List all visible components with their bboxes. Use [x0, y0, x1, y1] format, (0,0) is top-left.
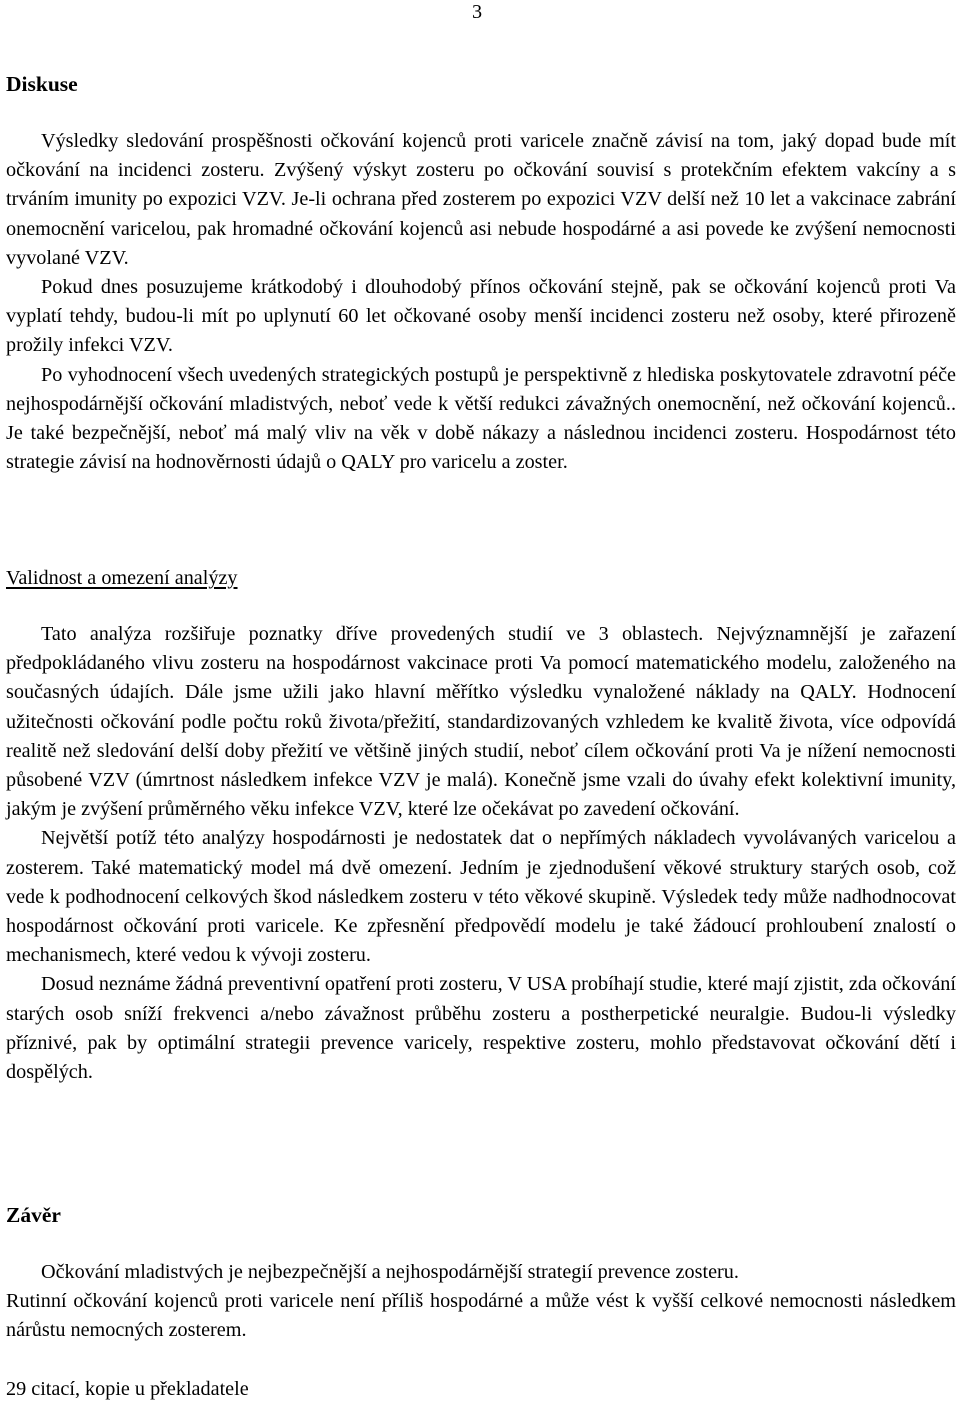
paragraph: Tato analýza rozšiřuje poznatky dříve provedených studií ve 3 oblastech. Nejvýznamnější je zařazení předpokládaného vlivu zosteru na hospodárnost vakcinace proti Va pomocí matematického modelu, založeného na současných údajích. Dále jsme užili jako hlavní měřítko výsledku vynaložené náklady na QALY. Hodnocení užitečnosti očkování podle počtu roků života/přežití, standardizovaných vzhledem ke kvalitě života, více odpovídá realitě než sledování delší doby přežití ve většině jiných studií, neboť cílem očkování proti Va je nížení nemocnosti působené VZV (úmrtnost následkem infekce VZV je malá). Konečně jsme vzali do úvahy efekt kolektivní imunity, jakým je zvýšení průměrného věku infekce VZV, které lze očekávat po zavedení očkování. [6, 623, 956, 821]
section-body-diskuse [6, 127, 956, 477]
section-body-zaver [6, 1258, 956, 1346]
paragraph: Dosud neznáme žádná preventivní opatření proti zosteru, V USA probíhají studie, které mají zjistit, zda očkování starých osob sníží frekvenci a/nebo závažnost průběhu zosteru a postherpetické neuralgie. Budou-li výsledky příznivé, pak by optimální strategii prevence varicely, respektive zosteru, mohlo představovat očkování dětí i dospělých. [6, 973, 956, 1084]
page-number: 3 [472, 1, 483, 23]
paragraph: Očkování mladistvých je nejbezpečnější a nejhospodárnější strategií prevence zosteru. [41, 1261, 739, 1283]
footnote: 29 citací, kopie u překladatele [6, 1378, 249, 1400]
section-heading-zaver: Závěr [6, 1203, 61, 1227]
paragraph: Po vyhodnocení všech uvedených strategických postupů je perspektivně z hlediska poskytovatele zdravotní péče nejhospodárnější očkování mladistvých, neboť vede k větší redukci závažných onemocnění, než očkování kojenců.. Je také bezpečnější, neboť má malý vliv na věk v době nákazy a následnou incidenci zosteru. Hospodárnost této strategie závisí na hodnověrnosti údajů o QALY pro varicelu a zoster. [6, 363, 956, 474]
paragraph: Výsledky sledování prospěšnosti očkování kojenců proti varicele značně závisí na tom, jaký dopad bude mít očkování na incidenci zosteru. Zvýšený výskyt zosteru po očkování souvisí s protekčním efektem vakcíny a s trváním imunity po expozici VZV. Je-li ochrana před zosterem po expozici VZV delší než 10 let a vakcinace zabrání onemocnění varicelou, pak hromadné očkování kojenců asi nebude hospodárné a asi povede ke zvýšení nemocnosti vyvolané VZV. [6, 130, 956, 269]
section-heading-diskuse: Diskuse [6, 72, 78, 96]
paragraph: Největší potíž této analýzy hospodárnosti je nedostatek dat o nepřímých nákladech vyvolávaných varicelou a zosterem. Také matematický model má dvě omezení. Jedním je zjednodušení věkové struktury starých osob, což vede k podhodnocení celkových škod následkem zosteru v této věkové skupině. Výsledek tedy může nadhodnocovat hospodárnost očkování proti varicele. Ke zpřesnění předpovědí modelu je také žádoucí prohloubení znalostí o mechanismech, které vedou k vývoji zosteru. [6, 827, 956, 967]
section-body-validnost [6, 620, 956, 1087]
paragraph: Rutinní očkování kojenců proti varicele není příliš hospodárné a může vést k vyšší celkové nemocnosti následkem nárůstu nemocných zosterem. [6, 1290, 956, 1342]
paragraph: Pokud dnes posuzujeme krátkodobý i dlouhodobý přínos očkování stejně, pak se očkování kojenců proti Va vyplatí tehdy, budou-li mít po uplynutí 60 let očkované osoby menší incidenci zosteru než osoby, které přirozeně prožily infekci VZV. [6, 276, 956, 357]
section-heading-validnost: Validnost a omezení analýzy [6, 567, 238, 589]
